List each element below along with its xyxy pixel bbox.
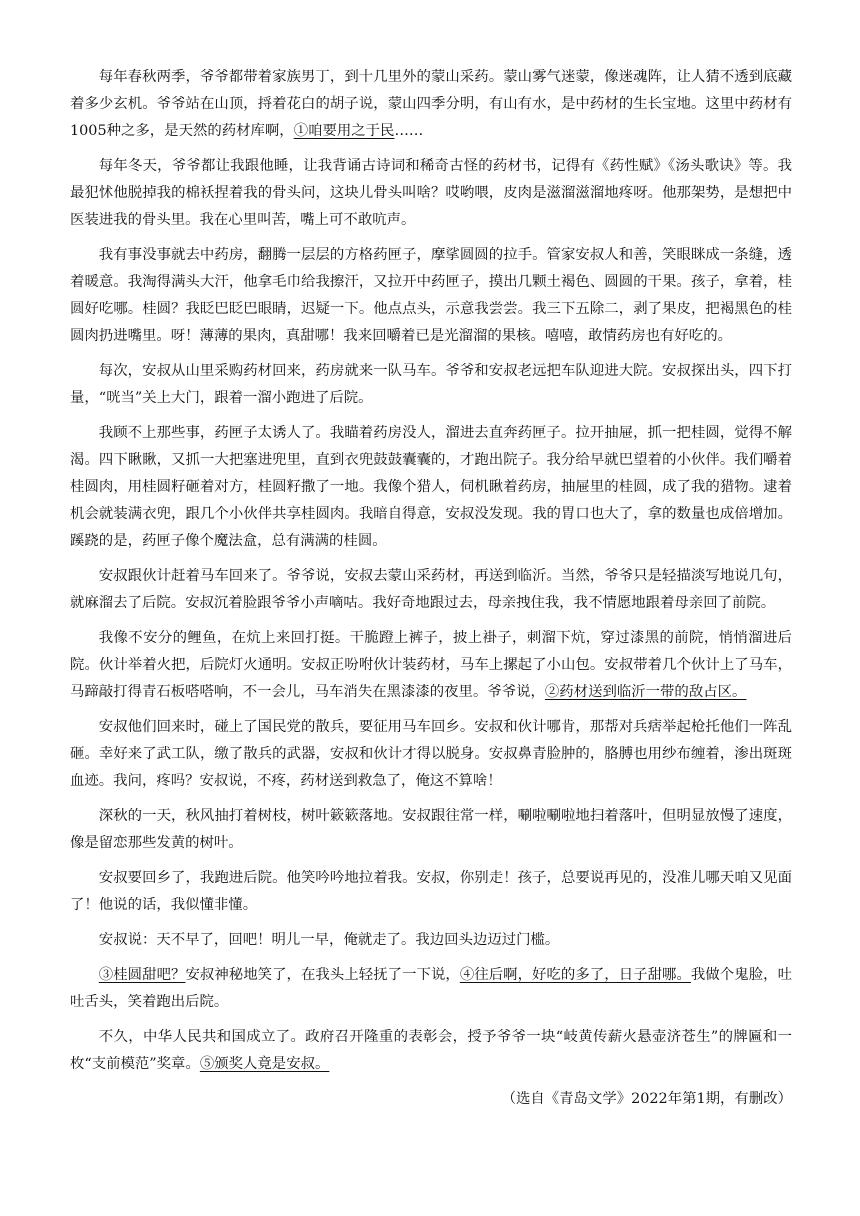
text-segment: 深秋的一天，秋风抽打着树枝，树叶簌簌落地。安叔跟往常一样，唰啦唰啦地扫着落叶，但明显放慢了速度，像是留恋那些发黄的树叶。 bbox=[70, 808, 792, 851]
paragraph bbox=[70, 420, 792, 555]
paragraph bbox=[70, 1024, 792, 1078]
text-segment: 我有事没事就去中药房，翻腾一层层的方格药匣子，摩挲圆圆的拉手。管家安叔人和善，笑眼眯成一条缝，透着暖意。我淘得满头大汗，他拿毛巾给我擦汗，又拉开中药匣子，摸出几颗土褐色、圆圆的干果。孩子，拿着，桂圆好吃哪。桂圆？我眨巴眨巴眼睛，迟疑一下。他点点头，示意我尝尝。我三下五除二，剥了果皮，把褐黑色的桂圆肉扔进嘴里。呀！薄薄的果肉，真甜哪！我来回嚼着已是光溜溜的果核。嘻嘻，敢情药房也有好吃的。 bbox=[70, 247, 792, 344]
text-segment: 我做个鬼脸，吐吐舌头，笑着跑出后院。 bbox=[70, 967, 792, 1010]
underlined-sentence: ②药材送到临沂一带的敌占区。 bbox=[544, 684, 747, 700]
text-segment: 每次，安叔从山里采购药材回来，药房就来一队马车。爷爷和安叔老远把车队迎进大院。安叔探出头，四下打量，“咣当”关上大门，跟着一溜小跑进了后院。 bbox=[70, 363, 792, 406]
text-segment: 我像不安分的鲤鱼，在炕上来回打挺。干脆蹬上裤子，披上褂子，刺溜下炕，穿过漆黑的前院，悄悄溜进后院。伙计举着火把，后院灯火通明。安叔正吩咐伙计装药材，马车上摞起了小山包。安叔带着几个伙计上了马车，马蹄敲打得青石板嗒嗒响，不一会儿，马车消失在黑漆漆的夜里。爷爷说， bbox=[70, 630, 792, 700]
source-citation: （选自《青岛文学》2022年第1期，有删改） bbox=[501, 1091, 792, 1107]
paragraph bbox=[70, 865, 792, 919]
underlined-sentence: ①咱要用之于民 bbox=[293, 123, 395, 139]
text-segment: 每年春秋两季，爷爷都带着家族男丁，到十几里外的蒙山采药。蒙山雾气迷蒙，像迷魂阵，让人猜不透到底藏着多少玄机。爷爷站在山顶，捋着花白的胡子说，蒙山四季分明，有山有水，是中药材的生长宝地。这里中药材有1005种之多，是天然的药材库啊， bbox=[70, 69, 792, 139]
text-segment: 我顾不上那些事，药匣子太诱人了。我瞄着药房没人，溜进去直奔药匣子。拉开抽屉，抓一把桂圆，觉得不解渴。四下瞅瞅，又抓一大把塞进兜里，直到衣兜鼓鼓囊囊的，才跑出院子。我分给早就巴望着的小伙伴。我们嚼着桂圆肉，用桂圆籽砸着对方，桂圆籽撒了一地。我像个猎人，伺机瞅着药房，抽屉里的桂圆，成了我的猎物。逮着机会就装满衣兜，跟几个小伙伴共享桂圆肉。我暗自得意，安叔没发现。我的胃口也大了，拿的数量也成倍增加。蹊跷的是，药匣子像个魔法盒，总有满满的桂圆。 bbox=[70, 425, 792, 549]
article-body bbox=[70, 64, 792, 1121]
paragraph bbox=[70, 242, 792, 350]
underlined-sentence: ④往后啊，好吃的多了，日子甜哪。 bbox=[459, 967, 691, 983]
text-segment: 每年冬天，爷爷都让我跟他睡，让我背诵古诗词和稀奇古怪的药材书，记得有《药性赋》《汤头歌诀》等。我最犯怵他脱掉我的棉袄捏着我的骨头问，这块儿骨头叫啥？哎哟喂，皮肉是滋溜滋溜地疼呀。他那架势，是想把中医装进我的骨头里。我在心里叫苦，嘴上可不敢吭声。 bbox=[70, 158, 792, 228]
paragraph-list bbox=[70, 64, 792, 1078]
paragraph bbox=[70, 153, 792, 234]
text-segment: …… bbox=[394, 123, 424, 139]
paragraph bbox=[70, 803, 792, 857]
paragraph bbox=[70, 927, 792, 954]
text-segment: 安叔跟伙计赶着马车回来了。爷爷说，安叔去蒙山采药材，再送到临沂。当然，爷爷只是轻描淡写地说几句，就麻溜去了后院。安叔沉着脸跟爷爷小声嘀咕。我好奇地跟过去，母亲拽住我，我不情愿地跟着母亲回了前院。 bbox=[70, 568, 792, 611]
paragraph bbox=[70, 358, 792, 412]
paragraph bbox=[70, 563, 792, 617]
paragraph bbox=[70, 625, 792, 706]
text-segment: 安叔要回乡了，我跑进后院。他笑吟吟地拉着我。安叔，你别走！孩子，总要说再见的，没准儿哪天咱又见面了！他说的话，我似懂非懂。 bbox=[70, 870, 792, 913]
underlined-sentence: ⑤颁奖人竟是安叔。 bbox=[199, 1056, 330, 1072]
text-segment: 安叔他们回来时，碰上了国民党的散兵，要征用马车回乡。安叔和伙计哪肯，那帮对兵痞举起枪托他们一阵乱砸。幸好来了武工队，缴了散兵的武器，安叔和伙计才得以脱身。安叔鼻青脸肿的，胳膊也用纱布缠着，渗出斑斑血迹。我问，疼吗？安叔说，不疼，药材送到救急了，俺这不算啥！ bbox=[70, 719, 792, 789]
paragraph bbox=[70, 714, 792, 795]
underlined-sentence: ③桂圆甜吧？ bbox=[98, 967, 186, 983]
text-segment: 安叔神秘地笑了，在我头上轻抚了一下说， bbox=[185, 967, 460, 983]
text-segment: 安叔说：天不早了，回吧！明儿一早，俺就走了。我边回头边迈过门槛。 bbox=[98, 932, 560, 948]
paragraph bbox=[70, 64, 792, 145]
paragraph bbox=[70, 962, 792, 1016]
text-segment: 不久，中华人民共和国成立了。政府召开隆重的表彰会，授予爷爷一块“岐黄传薪火悬壶济苍生”的牌匾和一枚“支前模范”奖章。 bbox=[70, 1029, 792, 1072]
